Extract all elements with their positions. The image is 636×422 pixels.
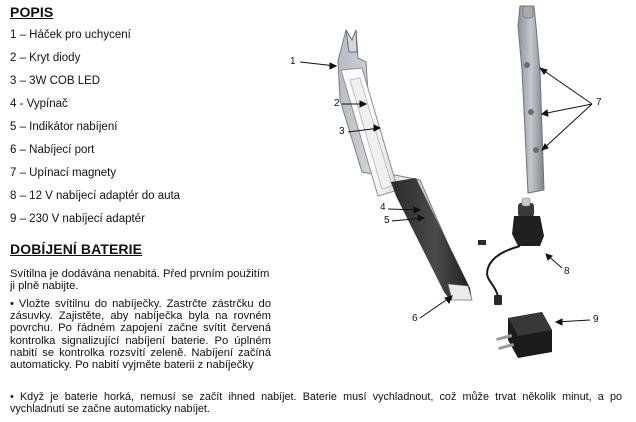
list-item-diode-cover: 2 – Kryt diody (10, 52, 81, 64)
list-item-hook: 1 – Háček pro uchycení (10, 29, 131, 41)
bullet1-line: kontrolka signalizující nabíjení baterie. Po úplném (10, 334, 271, 347)
list-item-charge-indicator: 5 – Indikátor nabíjení (10, 121, 118, 133)
bullet1-line: • Vložte svítilnu do nabíječky. Zastrčte zástrčku do (10, 298, 271, 310)
callout-3: 3 (339, 126, 345, 137)
list-item-magnets: 7 – Upínací magnety (10, 167, 117, 179)
intro-line: ji plně nabijte. (10, 280, 79, 293)
callout-6: 6 (412, 313, 418, 324)
list-item-switch: 4 - Vypínač (10, 98, 68, 110)
callout-5: 5 (384, 215, 390, 226)
callout-9: 9 (593, 314, 599, 325)
work-light-front (338, 30, 472, 300)
callout-2: 2 (334, 98, 340, 109)
bullet2-line: • Když je baterie horká, nemusí se začít ihned nabíjet. Baterie musí vychladnout, což může trvat několik minut, a po (10, 391, 622, 403)
car-adapter (478, 198, 544, 305)
callout-8: 8 (564, 266, 570, 277)
bullet2-line: vychladnutí se začne automaticky nabíjet. (10, 403, 210, 416)
list-item-wall-adapter: 9 – 230 V nabíjecí adaptér (10, 213, 145, 225)
section-heading-popis: POPIS (10, 4, 54, 20)
wall-adapter (496, 312, 552, 358)
list-item-cob-led: 3 – 3W COB LED (10, 75, 101, 87)
callout-4: 4 (380, 202, 386, 213)
callout-7: 7 (596, 97, 602, 108)
intro-line: Svítilna je dodávána nenabitá. Před prvním použitím (10, 268, 270, 280)
callout-1: 1 (290, 56, 296, 67)
bullet1-line: zásuvky. Zajistěte, aby nabíječka byla na rovném (10, 310, 271, 323)
bullet1-line: nabití se kontrolka rozsvítí zeleně. Nabíjení začíná (10, 346, 271, 359)
bullet1-line: automaticky. Po nabití vyjměte baterii z nabíječky (10, 359, 254, 372)
work-light-back (518, 6, 544, 193)
section-heading-charging: DOBÍJENÍ BATERIE (10, 241, 143, 257)
bullet1-line: povrchu. Po řádném zapojení začne svítit červená (10, 322, 271, 335)
list-item-charging-port: 6 – Nabíjecí port (10, 144, 95, 156)
list-item-car-adapter: 8 – 12 V nabíjecí adaptér do auta (10, 190, 181, 202)
